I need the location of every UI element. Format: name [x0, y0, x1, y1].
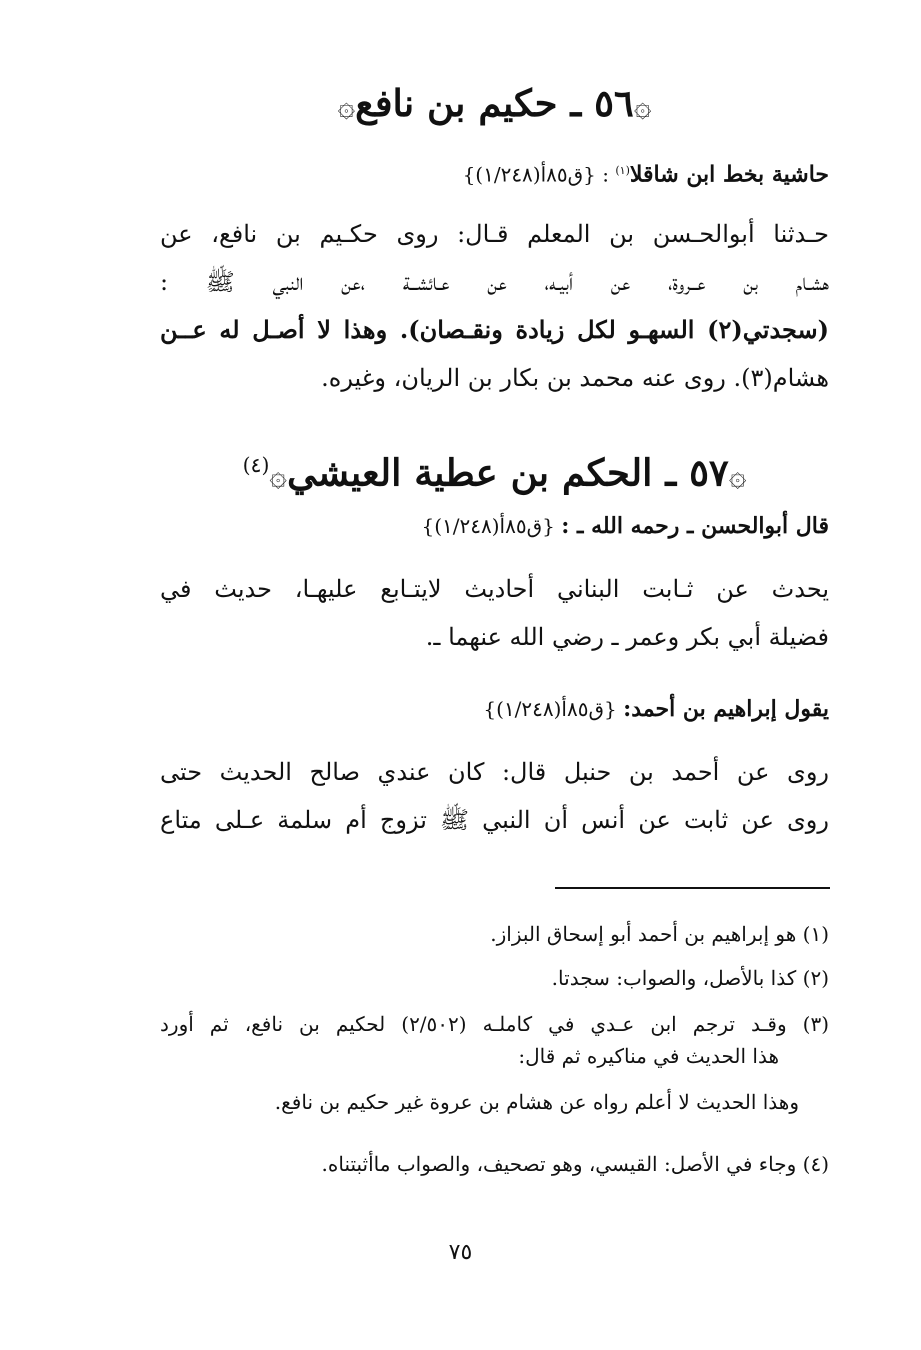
footnote-marker: (٤)	[242, 453, 270, 477]
page-number: ٧٥	[448, 1240, 473, 1265]
entry-56-text	[160, 210, 829, 402]
source-ref: : {ق٨٥أ(١/٢٤٨)}	[462, 162, 609, 187]
footnote-separator	[555, 887, 830, 889]
text-line: هشام(٣). روى عنه محمد بن بكار بن الريان، وغيره.	[321, 364, 829, 392]
source-ref: {ق٨٥أ(١/٢٤٨)}	[421, 514, 555, 538]
footnote-number: (١)	[802, 922, 829, 946]
entry-number: ٥٦	[594, 81, 634, 125]
footnote-quote: وهذا الحديث لا أعلم رواه عن هشام بن عروة غير حكيم بن نافع.	[274, 1090, 799, 1114]
footnote-1	[160, 918, 829, 950]
footnote-2	[160, 962, 829, 994]
footnote-text: هو إبراهيم بن أحمد أبو إسحاق البزاز.	[490, 922, 797, 946]
footnote-continuation: هذا الحديث في مناكيره ثم قال:	[518, 1044, 779, 1068]
text-line: روى عن أحمد بن حنبل قال: كان عندي صالح الحديث حتى	[160, 758, 829, 786]
footnote-number: (٤)	[802, 1152, 829, 1176]
footnote-3	[160, 1008, 829, 1118]
source-label: قال أبوالحسن ـ رحمه الله ـ :	[561, 513, 829, 539]
section-3-source	[160, 693, 829, 725]
text-line: روى عن ثابت عن أنس أن النبي ﷺ تزوج أم سلمة عـلى متاع	[160, 806, 829, 834]
entry-57-title: ۞٥٧ ـ الحكم بن عطية العيشي۞$^{(٤)}$	[242, 450, 747, 495]
source-label: يقول إبراهيم بن أحمد:	[623, 696, 829, 722]
footnote-4	[160, 1148, 829, 1180]
ornament-icon: ۞	[269, 458, 287, 494]
ornament-icon: ۞	[337, 89, 356, 124]
section-3-text	[160, 748, 829, 844]
ornament-icon: ۞	[728, 458, 747, 494]
footnote-number: (٣)	[802, 1012, 830, 1036]
text-line: هشـام بن عــروة، عن أبيـه، عن عـائشــة ،عن النبي ﷺ :	[160, 268, 829, 296]
entry-number: ٥٧	[689, 450, 729, 495]
entry-name: الحكم بن عطية العيشي	[287, 450, 653, 495]
footnote-text: كذا بالأصل، والصواب: سجدتا.	[551, 966, 797, 990]
source-ref: {ق٨٥أ(١/٢٤٨)}	[483, 697, 617, 721]
entry-57-source	[160, 510, 829, 542]
text-line: حـدثنا أبوالحـسن بن المعلم قـال: روى حكـيم بن نافع، عن	[160, 220, 829, 248]
footnote-text: وقـد ترجم ابن عـدي في كاملـه (٢/٥٠٢) لحكيم بن نافع، ثم أورد	[160, 1012, 787, 1036]
entry-56-source	[160, 155, 829, 191]
text-line: (سجدتي(٢) السهـو لكل زيادة ونقـصان). وهذا لا أصـل له عــن	[160, 315, 829, 344]
source-label: حاشية بخط ابن شاقلا	[629, 161, 829, 188]
text-line: يحدث عن ثـابت البناني أحاديث لايتـابع عليهـا، حديث في	[160, 575, 829, 603]
entry-name: حكيم بن نافع	[355, 81, 558, 125]
text-line: فضيلة أبي بكر وعمر ـ رضي الله عنهما ـ.	[425, 623, 829, 651]
entry-57-text	[160, 565, 829, 661]
footnote-number: (٢)	[802, 966, 829, 990]
entry-56-title: ۞٥٦ ـ حكيم بن نافع۞	[337, 81, 652, 125]
footnote-marker: (١)	[615, 164, 630, 177]
footnote-text: وجاء في الأصل: القيسي، وهو تصحيف، والصواب ماأثبتناه.	[321, 1152, 797, 1176]
ornament-icon: ۞	[633, 89, 652, 124]
